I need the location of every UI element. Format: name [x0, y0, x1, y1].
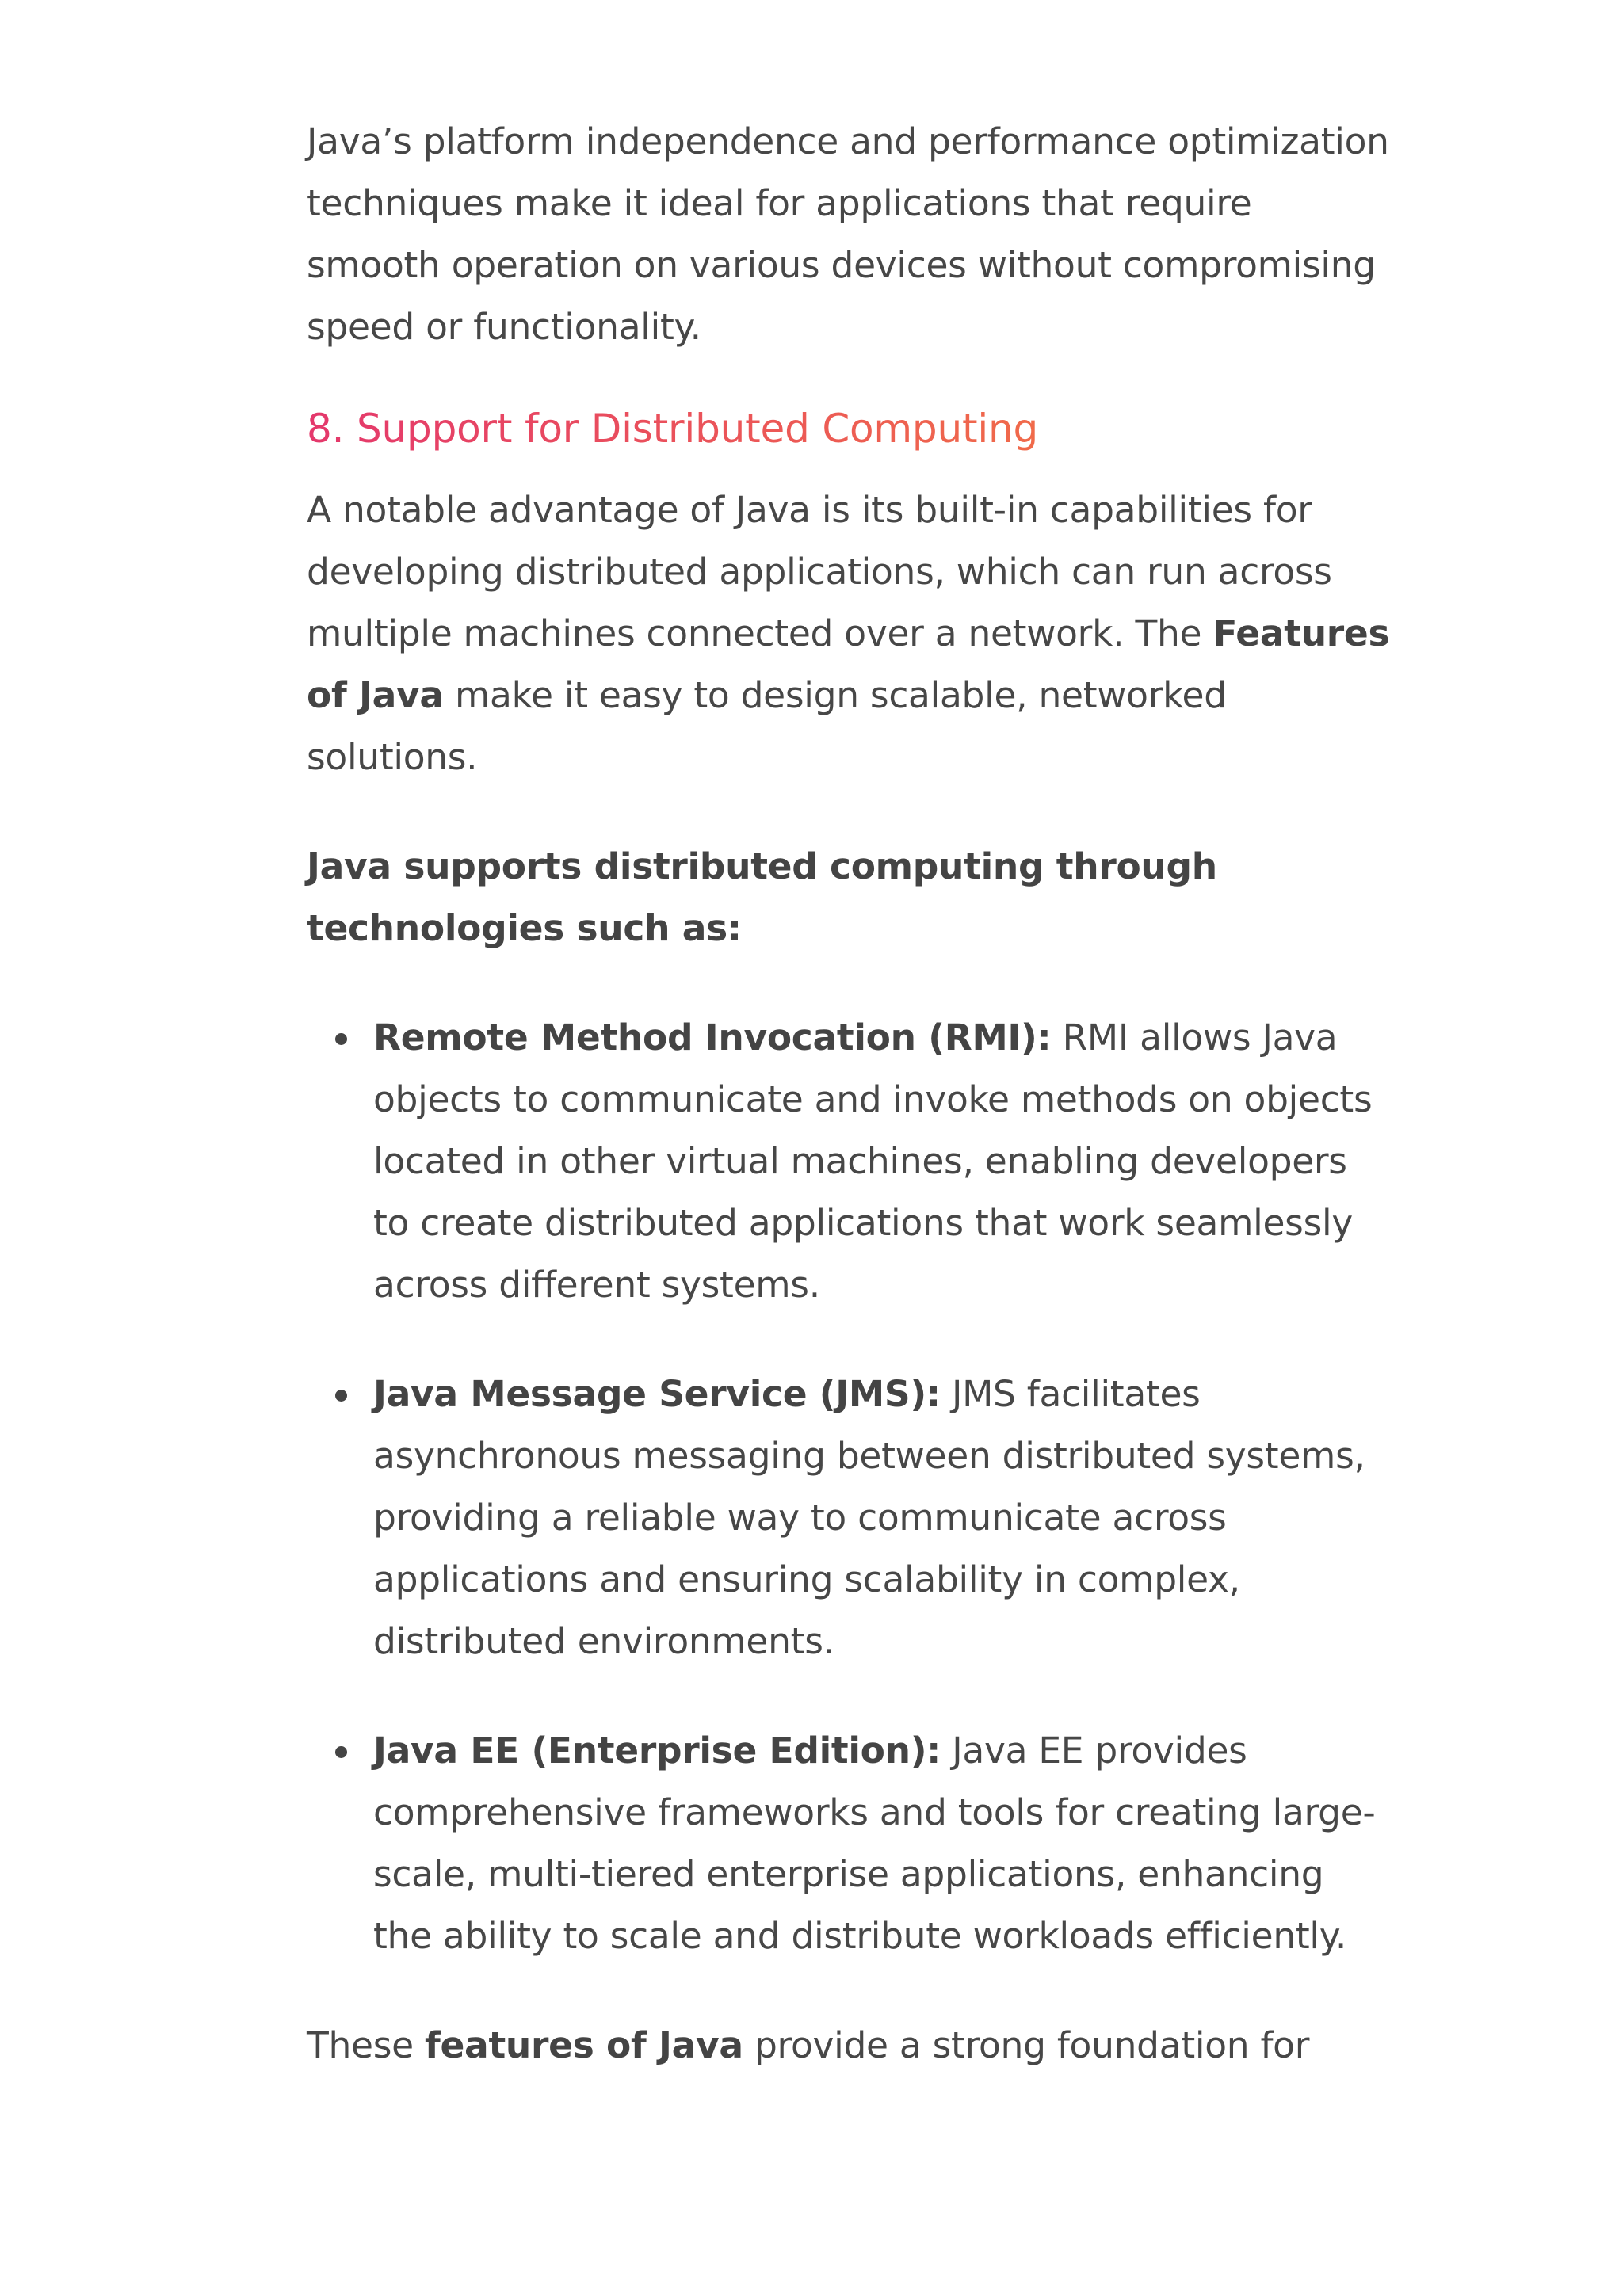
closing-paragraph — [307, 2015, 1392, 2077]
section-heading-text: 8. Support for Distributed Computing — [307, 406, 1039, 452]
intro-paragraph: Java’s platform independence and performance optimization techniques make it ideal for applications that require smooth operation on various devices without compromising speed or functionality. — [307, 120, 1389, 348]
list-item-term: Java EE (Enterprise Edition): — [373, 1730, 941, 1772]
list-item-desc: RMI allows Java objects to communicate and invoke methods on objects located in other virtual machines, enabling developers to create distributed applications that work seamlessly across different systems. — [373, 1016, 1373, 1306]
paragraph-text: These — [307, 2024, 425, 2066]
list-item-jms — [307, 1363, 1392, 1672]
bullet-icon — [335, 1390, 347, 1402]
bullet-icon — [335, 1746, 347, 1758]
list-item-javaee — [307, 1720, 1392, 1967]
paragraph-bold: Features of Java — [307, 612, 1390, 716]
list-item-text — [373, 1720, 1392, 1967]
technologies-list — [307, 1007, 1392, 1967]
distributed-paragraph — [307, 479, 1392, 788]
list-item-text — [373, 1363, 1392, 1672]
list-item-term: Remote Method Invocation (RMI): — [373, 1016, 1052, 1058]
list-item-desc: JMS facilitates asynchronous messaging between distributed systems, providing a reliable way to communicate across applications and ensuring scalability in complex, distributed environments. — [373, 1373, 1365, 1662]
paragraph-bold: features of Java — [425, 2024, 743, 2066]
bullet-icon — [335, 1033, 347, 1045]
paragraph-text: provide a strong foundation for — [743, 2024, 1310, 2066]
list-item-rmi — [307, 1007, 1392, 1316]
article-body — [307, 111, 1392, 2077]
paragraph-text: make it easy to design scalable, networked solutions. — [307, 674, 1227, 778]
technologies-lead — [307, 836, 1392, 959]
section-heading — [307, 401, 1392, 456]
paragraph-text: A notable advantage of Java is its built-in capabilities for developing distributed applications, which can run across multiple machines connected over a network. The — [307, 489, 1332, 654]
list-item-desc: Java EE provides comprehensive frameworks and tools for creating large-scale, multi-tiered enterprise applications, enhancing the ability to scale and distribute workloads efficiently. — [373, 1730, 1376, 1957]
list-item-term: Java Message Service (JMS): — [373, 1373, 941, 1415]
list-item-text — [373, 1007, 1392, 1316]
lead-bold: Java supports distributed computing through technologies such as: — [307, 845, 1217, 949]
